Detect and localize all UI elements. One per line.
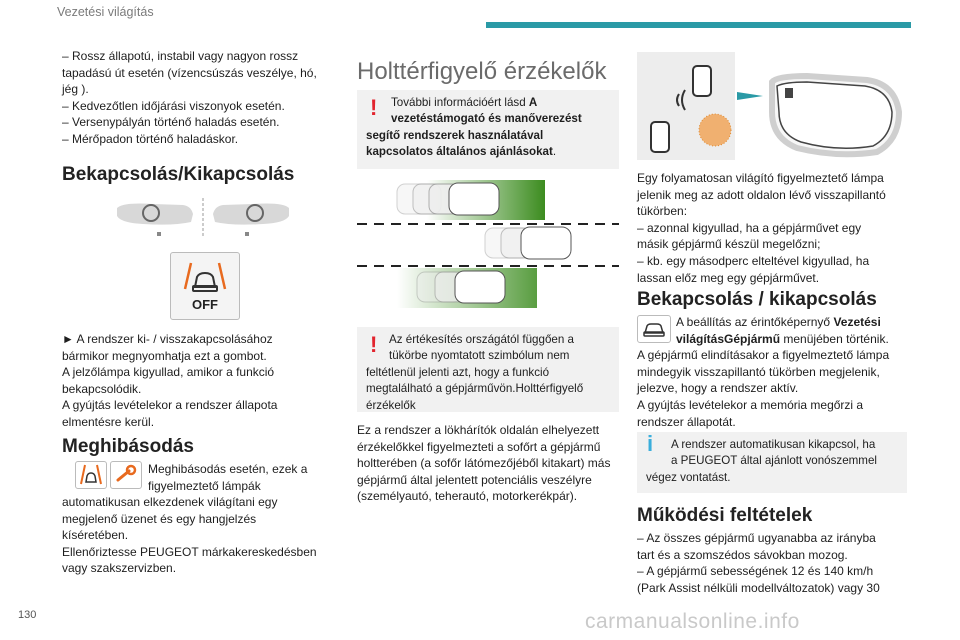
heading-fault: Meghibásodás: [62, 436, 194, 457]
fault-body: automatikusan elkezdenek világítani egy megjelenő üzenet és egy hangjelzés kíséretében. Ellenőriztesse PEUGEOT márkakereskedésben vagy szakszervizben.: [62, 495, 317, 576]
warning-icon: !: [370, 95, 378, 120]
mirror-body: Egy folyamatosan világító figyelmeztető lámpa jelenik meg az adott oldalon lévő visszapillantó tükörben: – azonnal kigyullad, ha a gépjárművet egy másik gépjármű készül megelőzni; – kb. egy másodperc elteltével kigyullad, ha lassan előz meg egy gépjárművet.: [637, 171, 886, 285]
list-top: – Rossz állapotú, instabil vagy nagyon rossz tapadású út esetén (vízencsúszás veszélye, hó, jég ). – Kedvezőtlen időjárási viszonyok esetén. – Versenypályán történő haladás esetén. – Mérőpadon történő haladáskor.: [62, 49, 317, 146]
steering-console-illustration: [113, 196, 293, 240]
off-label: OFF: [192, 297, 218, 312]
heading-conditions: Működési feltételek: [637, 505, 813, 526]
page-number: 130: [18, 609, 37, 621]
heading-blind-spot: Holttérfigyelő érzékelők: [357, 58, 607, 85]
body-on-off: ► A rendszer ki- / visszakapcsolásához bármikor megnyomhatja ezt a gombot. A jelzőlámpa kigyullad, amikor a funkció bekapcsolódik. A gyújtás levételekor a rendszer állapota elmentésre kerül.: [62, 332, 278, 429]
watermark: carmanualsonline.info: [585, 610, 800, 633]
lane-warning-lamp: [75, 461, 107, 489]
heading-on-off: Bekapcsolás/Kikapcsolás: [62, 164, 295, 185]
wrench-icon: [111, 462, 141, 488]
info-note: i A rendszer automatikusan kikapcsol, ha a PEUGEOT által ajánlott vonószemmel végez vontatást.: [637, 432, 907, 493]
conditions-list: – Az összes gépjármű ugyanabba az irányba tart és a szomszédos sávokban mozog. – A gépjármű sebességének 12 és 140 km/h (Park Assist nélküli modellváltozatok) vagy 30: [637, 531, 880, 595]
lane-assist-off-button[interactable]: [170, 252, 240, 320]
lane-warning-lamp-icon: [76, 462, 106, 488]
header-accent-bar: [486, 22, 911, 28]
heading-on-off-2: Bekapcsolás / kikapcsolás: [637, 289, 877, 310]
info-icon: i: [647, 431, 654, 456]
lane-assist-car-icon: [171, 253, 239, 299]
settings-text: A beállítás az érintőképernyő Vezetési világításGépjármű menüjében történik. A gépjármű elindításakor a figyelmeztető lámpa mindegyik visszapillantó tükörben megjelenik, jelezve, hogy a rendszer aktív. A gyújtás levételekor a memória megőrzi a rendszer állapotát.: [637, 315, 890, 429]
note-warning-2: ! Az értékesítés országától függően a tükörbe nyomtatott szimbólum nem feltétlenül jelenti azt, hogy a funkció megtalálható a gépjárművön.Holttérfigyelő érzékelők: [357, 327, 619, 412]
section-title: Vezetési világítás: [57, 5, 154, 19]
service-warning-lamp: [110, 461, 142, 489]
warning-icon-2: !: [370, 332, 378, 357]
note-warning-1: ! További információért lásd A vezetéstámogató és manőverezést segítő rendszerek használatával kapcsolatos általános ajánlásokat.: [357, 90, 619, 169]
fault-icon-text: Meghibásodás esetén, ezek a figyelmeztető lámpák: [148, 462, 308, 493]
blind-spot-illustration: [357, 176, 619, 314]
mirror-warning-illustration: [637, 52, 907, 162]
blind-spot-body: Ez a rendszer a lökhárítók oldalán elhelyezett érzékelőkkel figyelmezteti a sofőrt a gépjármű holtterében (a sofőr látómezőjéből kitakart) más gépjármű által jelentett potenciális veszélyre (személyautó, teherautó, motorkerékpár).: [357, 423, 611, 504]
